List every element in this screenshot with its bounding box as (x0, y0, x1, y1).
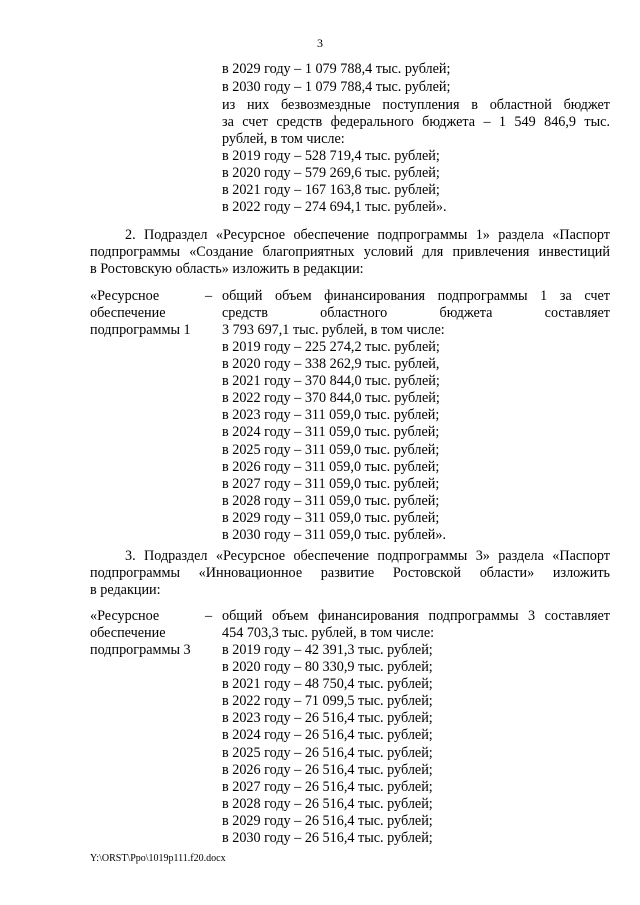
year-line: в 2019 году – 225 274,2 тыс. рублей; (222, 339, 440, 355)
year-line: в 2022 году – 370 844,0 тыс. рублей; (222, 390, 440, 407)
year-line: в 2022 году – 274 694,1 тыс. рублей». (222, 199, 447, 216)
page-number: 3 (317, 36, 323, 50)
heading-line: 2. Подраздел «Ресурсное обеспечение подпрограммы 1» раздела «Паспорт (125, 227, 610, 243)
year-line: в 2023 году – 311 059,0 тыс. рублей; (222, 407, 440, 424)
section-2-years-list (222, 339, 446, 544)
label-line: «Ресурсное (90, 288, 160, 304)
label-line: подпрограммы 3 (90, 642, 191, 658)
year-line: в 2020 году – 80 330,9 тыс. рублей; (222, 659, 433, 676)
year-line: в 2020 году – 579 269,6 тыс. рублей; (222, 165, 440, 182)
year-line: в 2029 году – 26 516,4 тыс. рублей; (222, 812, 433, 829)
section-2-intro-line: 3 793 697,1 тыс. рублей, в том числе: (222, 322, 445, 338)
year-line: в 2027 году – 311 059,0 тыс. рублей; (222, 475, 440, 492)
year-line: в 2029 году – 1 079 788,4 тыс. рублей; (222, 61, 451, 77)
federal-years-list (222, 148, 447, 216)
year-line: в 2029 году – 311 059,0 тыс. рублей; (222, 509, 440, 526)
heading-line: подпрограммы «Создание благоприятных условий для привлечения инвестиций (90, 244, 610, 260)
section-2-intro-line: средств областного бюджета составляет (222, 305, 610, 321)
section-3-intro-line: 454 703,3 тыс. рублей, в том числе: (222, 625, 435, 641)
section-2-heading (90, 227, 610, 278)
heading-line: 3. Подраздел «Ресурсное обеспечение подпрограммы 3» раздела «Паспорт (125, 548, 610, 564)
year-line: в 2019 году – 528 719,4 тыс. рублей; (222, 148, 440, 164)
year-line: в 2025 году – 311 059,0 тыс. рублей; (222, 441, 440, 458)
section-2-intro-line: общий объем финансирования подпрограммы 1 за счет (222, 288, 610, 304)
heading-line: в Ростовскую область» изложить в редакции: (90, 261, 364, 277)
federal-text-line: за счет средств федерального бюджета – 1 549 846,9 тыс. (222, 114, 610, 130)
year-line: в 2030 году – 26 516,4 тыс. рублей; (222, 830, 433, 847)
section-2-label (90, 288, 191, 339)
section-3-years-list (222, 642, 433, 847)
label-line: обеспечение (90, 625, 166, 641)
year-line: в 2021 году – 167 163,8 тыс. рублей; (222, 182, 440, 199)
year-line: в 2025 году – 26 516,4 тыс. рублей; (222, 744, 433, 761)
year-line: в 2027 году – 26 516,4 тыс. рублей; (222, 778, 433, 795)
heading-line: подпрограммы «Инновационное развитие Ростовской области» изложить (90, 565, 610, 581)
year-line: в 2021 году – 48 750,4 тыс. рублей; (222, 676, 433, 693)
section-3-label (90, 608, 191, 659)
federal-text-line: из них безвозмездные поступления в областной бюджет (222, 97, 610, 113)
year-line: в 2020 году – 338 262,9 тыс. рублей, (222, 356, 440, 373)
year-line: в 2024 году – 26 516,4 тыс. рублей; (222, 727, 433, 744)
label-line: подпрограммы 1 (90, 322, 191, 338)
section-3-dash: – (205, 608, 213, 624)
year-line: в 2024 году – 311 059,0 тыс. рублей; (222, 424, 440, 441)
section-3-heading (90, 548, 610, 599)
year-line: в 2026 году – 311 059,0 тыс. рублей; (222, 458, 440, 475)
year-line: в 2030 году – 1 079 788,4 тыс. рублей; (222, 79, 451, 95)
file-path-footer: Y:\ORST\Ppo\1019p111.f20.docx (90, 853, 226, 864)
year-line: в 2030 году – 311 059,0 тыс. рублей». (222, 527, 446, 544)
year-line: в 2023 году – 26 516,4 тыс. рублей; (222, 710, 433, 727)
section-2-dash: – (205, 288, 213, 304)
year-line: в 2028 году – 311 059,0 тыс. рублей; (222, 492, 440, 509)
heading-line: в редакции: (90, 582, 161, 598)
label-line: «Ресурсное (90, 608, 160, 624)
year-line: в 2021 году – 370 844,0 тыс. рублей; (222, 373, 440, 390)
label-line: обеспечение (90, 305, 166, 321)
year-line: в 2026 году – 26 516,4 тыс. рублей; (222, 761, 433, 778)
year-line: в 2019 году – 42 391,3 тыс. рублей; (222, 642, 433, 658)
federal-text-line: рублей, в том числе: (222, 131, 345, 147)
year-line: в 2022 году – 71 099,5 тыс. рублей; (222, 693, 433, 710)
section-3-intro-line: общий объем финансирования подпрограммы 3 составляет (222, 608, 610, 624)
year-line: в 2028 году – 26 516,4 тыс. рублей; (222, 795, 433, 812)
